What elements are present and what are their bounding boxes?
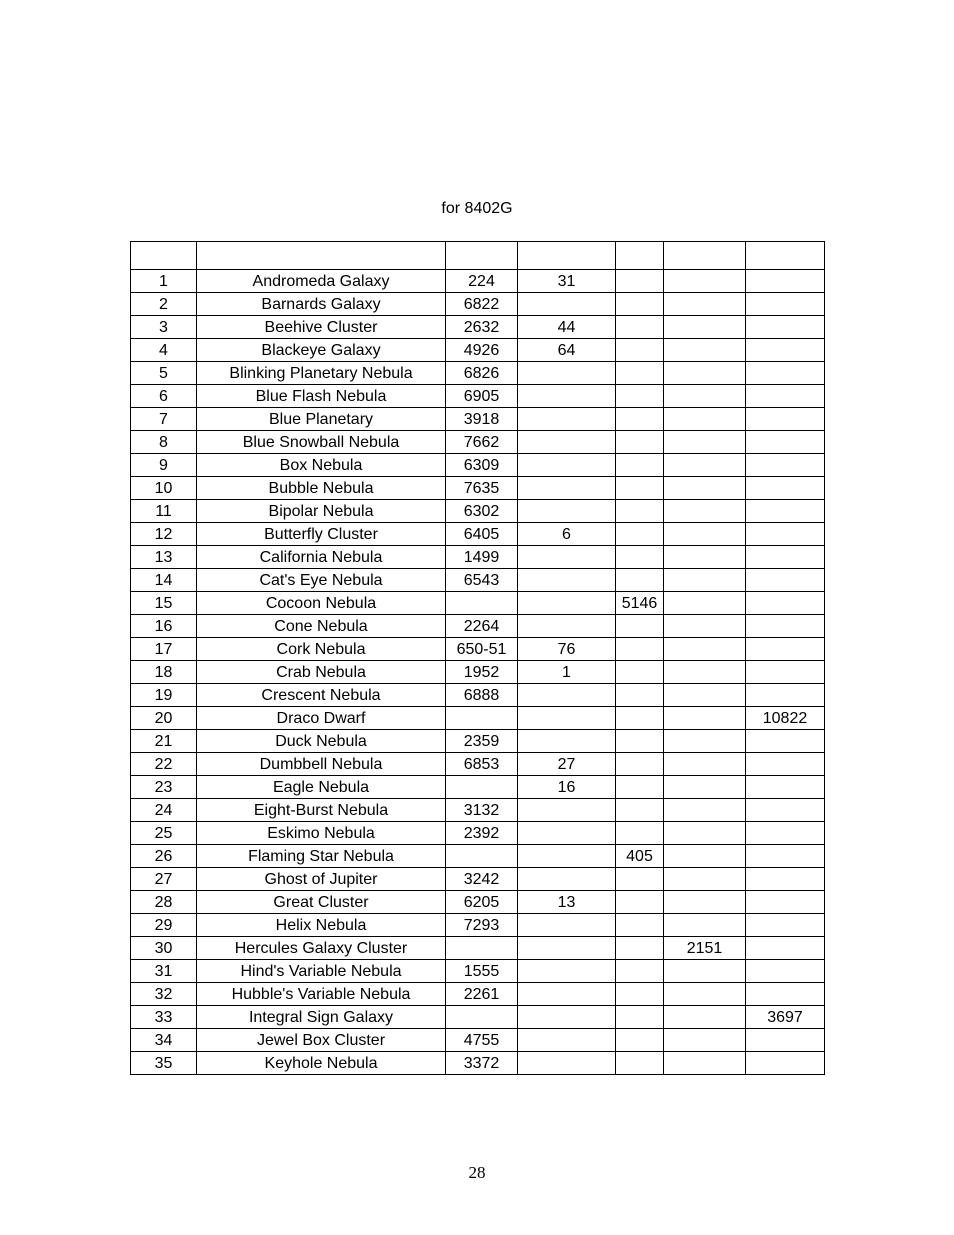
- object-name-cell: Andromeda Galaxy: [197, 270, 446, 293]
- messier-cell: [518, 1029, 616, 1052]
- col-5-cell: [616, 776, 664, 799]
- ngc-cell: 6822: [446, 293, 518, 316]
- col-5-cell: [616, 914, 664, 937]
- ngc-cell: [446, 845, 518, 868]
- messier-cell: [518, 362, 616, 385]
- messier-cell: [518, 1052, 616, 1075]
- header-cell: [131, 242, 197, 270]
- messier-cell: 76: [518, 638, 616, 661]
- table-row: [131, 500, 825, 523]
- row-number-cell: 28: [131, 891, 197, 914]
- col-5-cell: [616, 960, 664, 983]
- col-7-cell: [746, 638, 825, 661]
- col-7-cell: [746, 914, 825, 937]
- object-name-cell: Crab Nebula: [197, 661, 446, 684]
- messier-cell: [518, 408, 616, 431]
- messier-cell: [518, 983, 616, 1006]
- col-7-cell: 10822: [746, 707, 825, 730]
- object-name-cell: Integral Sign Galaxy: [197, 1006, 446, 1029]
- col-6-cell: [664, 293, 746, 316]
- row-number-cell: 20: [131, 707, 197, 730]
- row-number-cell: 34: [131, 1029, 197, 1052]
- row-number-cell: 14: [131, 569, 197, 592]
- col-6-cell: [664, 385, 746, 408]
- header-cell: [446, 242, 518, 270]
- object-name-cell: Cork Nebula: [197, 638, 446, 661]
- ngc-cell: 6826: [446, 362, 518, 385]
- messier-cell: 6: [518, 523, 616, 546]
- col-5-cell: [616, 477, 664, 500]
- col-6-cell: 2151: [664, 937, 746, 960]
- row-number-cell: 10: [131, 477, 197, 500]
- col-6-cell: [664, 891, 746, 914]
- ngc-cell: 3242: [446, 868, 518, 891]
- messier-cell: [518, 960, 616, 983]
- table-row: [131, 730, 825, 753]
- row-number-cell: 21: [131, 730, 197, 753]
- col-5-cell: 405: [616, 845, 664, 868]
- messier-cell: [518, 546, 616, 569]
- object-name-cell: Blue Snowball Nebula: [197, 431, 446, 454]
- row-number-cell: 9: [131, 454, 197, 477]
- col-6-cell: [664, 546, 746, 569]
- col-5-cell: [616, 316, 664, 339]
- messier-cell: 64: [518, 339, 616, 362]
- col-6-cell: [664, 960, 746, 983]
- col-5-cell: [616, 868, 664, 891]
- table-row: [131, 1006, 825, 1029]
- col-7-cell: [746, 753, 825, 776]
- col-5-cell: [616, 799, 664, 822]
- table-row: [131, 270, 825, 293]
- col-5-cell: [616, 638, 664, 661]
- table-row: [131, 753, 825, 776]
- messier-cell: [518, 569, 616, 592]
- ngc-cell: 6302: [446, 500, 518, 523]
- col-7-cell: [746, 1029, 825, 1052]
- table-row: [131, 1029, 825, 1052]
- col-6-cell: [664, 822, 746, 845]
- row-number-cell: 24: [131, 799, 197, 822]
- header-cell: [746, 242, 825, 270]
- ngc-cell: 3132: [446, 799, 518, 822]
- col-6-cell: [664, 845, 746, 868]
- col-7-cell: [746, 293, 825, 316]
- messier-cell: 27: [518, 753, 616, 776]
- object-name-cell: Hubble's Variable Nebula: [197, 983, 446, 1006]
- table-row: [131, 638, 825, 661]
- object-name-cell: Beehive Cluster: [197, 316, 446, 339]
- col-7-cell: [746, 684, 825, 707]
- col-7-cell: [746, 730, 825, 753]
- object-name-cell: Crescent Nebula: [197, 684, 446, 707]
- row-number-cell: 13: [131, 546, 197, 569]
- table-row: [131, 891, 825, 914]
- table-header-row: [131, 242, 825, 270]
- messier-cell: [518, 293, 616, 316]
- messier-cell: [518, 799, 616, 822]
- col-6-cell: [664, 592, 746, 615]
- messier-cell: [518, 592, 616, 615]
- messier-cell: [518, 500, 616, 523]
- row-number-cell: 30: [131, 937, 197, 960]
- col-5-cell: [616, 339, 664, 362]
- object-name-cell: Bubble Nebula: [197, 477, 446, 500]
- table-row: [131, 707, 825, 730]
- col-7-cell: [746, 546, 825, 569]
- ngc-cell: 6905: [446, 385, 518, 408]
- ngc-cell: 1952: [446, 661, 518, 684]
- col-6-cell: [664, 362, 746, 385]
- ngc-cell: 2359: [446, 730, 518, 753]
- ngc-cell: 2264: [446, 615, 518, 638]
- col-5-cell: [616, 431, 664, 454]
- row-number-cell: 23: [131, 776, 197, 799]
- header-cell: [197, 242, 446, 270]
- col-7-cell: [746, 569, 825, 592]
- header-cell: [616, 242, 664, 270]
- object-name-cell: Barnards Galaxy: [197, 293, 446, 316]
- object-name-cell: Cat's Eye Nebula: [197, 569, 446, 592]
- col-7-cell: [746, 891, 825, 914]
- ngc-cell: 2392: [446, 822, 518, 845]
- col-6-cell: [664, 523, 746, 546]
- col-5-cell: [616, 822, 664, 845]
- ngc-cell: [446, 937, 518, 960]
- object-name-cell: Helix Nebula: [197, 914, 446, 937]
- col-6-cell: [664, 1052, 746, 1075]
- col-7-cell: [746, 822, 825, 845]
- row-number-cell: 31: [131, 960, 197, 983]
- row-number-cell: 8: [131, 431, 197, 454]
- col-6-cell: [664, 339, 746, 362]
- col-6-cell: [664, 983, 746, 1006]
- row-number-cell: 15: [131, 592, 197, 615]
- table-row: [131, 960, 825, 983]
- table-row: [131, 776, 825, 799]
- ngc-cell: [446, 707, 518, 730]
- col-6-cell: [664, 776, 746, 799]
- object-name-cell: Duck Nebula: [197, 730, 446, 753]
- ngc-cell: 6543: [446, 569, 518, 592]
- object-name-cell: Blackeye Galaxy: [197, 339, 446, 362]
- table-row: [131, 569, 825, 592]
- object-name-cell: Eskimo Nebula: [197, 822, 446, 845]
- col-5-cell: [616, 1052, 664, 1075]
- ngc-cell: 224: [446, 270, 518, 293]
- col-7-cell: [746, 960, 825, 983]
- table-row: [131, 454, 825, 477]
- messier-cell: [518, 730, 616, 753]
- messier-cell: [518, 615, 616, 638]
- ngc-cell: 6853: [446, 753, 518, 776]
- ngc-cell: 6888: [446, 684, 518, 707]
- ngc-cell: 3918: [446, 408, 518, 431]
- col-5-cell: [616, 1029, 664, 1052]
- row-number-cell: 11: [131, 500, 197, 523]
- table-row: [131, 523, 825, 546]
- col-6-cell: [664, 408, 746, 431]
- col-7-cell: [746, 270, 825, 293]
- col-5-cell: [616, 983, 664, 1006]
- col-6-cell: [664, 316, 746, 339]
- col-5-cell: [616, 615, 664, 638]
- col-6-cell: [664, 753, 746, 776]
- col-7-cell: [746, 477, 825, 500]
- col-5-cell: [616, 546, 664, 569]
- ngc-cell: 6205: [446, 891, 518, 914]
- messier-cell: [518, 1006, 616, 1029]
- col-6-cell: [664, 615, 746, 638]
- row-number-cell: 33: [131, 1006, 197, 1029]
- row-number-cell: 12: [131, 523, 197, 546]
- col-7-cell: [746, 385, 825, 408]
- table-row: [131, 592, 825, 615]
- table-row: [131, 385, 825, 408]
- col-6-cell: [664, 500, 746, 523]
- messier-cell: 13: [518, 891, 616, 914]
- header-cell: [518, 242, 616, 270]
- col-5-cell: [616, 661, 664, 684]
- row-number-cell: 19: [131, 684, 197, 707]
- col-7-cell: [746, 523, 825, 546]
- object-name-cell: Keyhole Nebula: [197, 1052, 446, 1075]
- col-5-cell: [616, 408, 664, 431]
- col-6-cell: [664, 799, 746, 822]
- table-body: [131, 242, 825, 1075]
- col-7-cell: [746, 799, 825, 822]
- ngc-cell: 4755: [446, 1029, 518, 1052]
- table-row: [131, 937, 825, 960]
- col-5-cell: [616, 891, 664, 914]
- object-name-cell: Jewel Box Cluster: [197, 1029, 446, 1052]
- col-6-cell: [664, 914, 746, 937]
- object-name-cell: Blinking Planetary Nebula: [197, 362, 446, 385]
- object-name-cell: Cocoon Nebula: [197, 592, 446, 615]
- table-row: [131, 983, 825, 1006]
- page-heading: for 8402G: [441, 200, 513, 217]
- col-6-cell: [664, 431, 746, 454]
- row-number-cell: 22: [131, 753, 197, 776]
- col-5-cell: [616, 937, 664, 960]
- messier-cell: [518, 477, 616, 500]
- col-6-cell: [664, 1006, 746, 1029]
- col-6-cell: [664, 270, 746, 293]
- messier-cell: 31: [518, 270, 616, 293]
- col-7-cell: [746, 592, 825, 615]
- col-7-cell: [746, 1052, 825, 1075]
- col-5-cell: [616, 454, 664, 477]
- col-5-cell: [616, 730, 664, 753]
- table-row: [131, 431, 825, 454]
- messier-cell: [518, 845, 616, 868]
- row-number-cell: 26: [131, 845, 197, 868]
- row-number-cell: 2: [131, 293, 197, 316]
- col-7-cell: [746, 776, 825, 799]
- col-6-cell: [664, 454, 746, 477]
- object-name-cell: Blue Planetary: [197, 408, 446, 431]
- table-row: [131, 661, 825, 684]
- messier-cell: [518, 454, 616, 477]
- object-name-cell: Cone Nebula: [197, 615, 446, 638]
- col-7-cell: [746, 316, 825, 339]
- messier-cell: 44: [518, 316, 616, 339]
- col-7-cell: [746, 845, 825, 868]
- row-number-cell: 32: [131, 983, 197, 1006]
- col-7-cell: [746, 431, 825, 454]
- object-name-cell: Great Cluster: [197, 891, 446, 914]
- object-name-cell: Ghost of Jupiter: [197, 868, 446, 891]
- table-row: [131, 477, 825, 500]
- col-5-cell: 5146: [616, 592, 664, 615]
- object-name-cell: Butterfly Cluster: [197, 523, 446, 546]
- table-row: [131, 845, 825, 868]
- messier-cell: 1: [518, 661, 616, 684]
- object-name-cell: Eagle Nebula: [197, 776, 446, 799]
- col-7-cell: [746, 983, 825, 1006]
- messier-cell: 16: [518, 776, 616, 799]
- col-7-cell: [746, 661, 825, 684]
- col-6-cell: [664, 707, 746, 730]
- col-5-cell: [616, 270, 664, 293]
- row-number-cell: 27: [131, 868, 197, 891]
- row-number-cell: 25: [131, 822, 197, 845]
- row-number-cell: 18: [131, 661, 197, 684]
- col-5-cell: [616, 293, 664, 316]
- table-row: [131, 546, 825, 569]
- object-name-cell: Box Nebula: [197, 454, 446, 477]
- row-number-cell: 3: [131, 316, 197, 339]
- ngc-cell: 3372: [446, 1052, 518, 1075]
- messier-cell: [518, 914, 616, 937]
- col-5-cell: [616, 523, 664, 546]
- object-catalog-table: [130, 241, 825, 1075]
- object-name-cell: Dumbbell Nebula: [197, 753, 446, 776]
- ngc-cell: 6309: [446, 454, 518, 477]
- table-row: [131, 799, 825, 822]
- messier-cell: [518, 822, 616, 845]
- table-row: [131, 293, 825, 316]
- table-row: [131, 339, 825, 362]
- messier-cell: [518, 707, 616, 730]
- table-row: [131, 408, 825, 431]
- row-number-cell: 6: [131, 385, 197, 408]
- table-row: [131, 615, 825, 638]
- col-5-cell: [616, 707, 664, 730]
- ngc-cell: 6405: [446, 523, 518, 546]
- col-5-cell: [616, 569, 664, 592]
- object-name-cell: California Nebula: [197, 546, 446, 569]
- row-number-cell: 17: [131, 638, 197, 661]
- ngc-cell: 1499: [446, 546, 518, 569]
- col-7-cell: 3697: [746, 1006, 825, 1029]
- col-5-cell: [616, 500, 664, 523]
- col-5-cell: [616, 753, 664, 776]
- table-row: [131, 362, 825, 385]
- row-number-cell: 7: [131, 408, 197, 431]
- col-6-cell: [664, 638, 746, 661]
- col-6-cell: [664, 477, 746, 500]
- col-6-cell: [664, 1029, 746, 1052]
- row-number-cell: 16: [131, 615, 197, 638]
- table-row: [131, 822, 825, 845]
- row-number-cell: 4: [131, 339, 197, 362]
- object-name-cell: Bipolar Nebula: [197, 500, 446, 523]
- messier-cell: [518, 385, 616, 408]
- table-row: [131, 914, 825, 937]
- col-6-cell: [664, 684, 746, 707]
- ngc-cell: 4926: [446, 339, 518, 362]
- row-number-cell: 1: [131, 270, 197, 293]
- col-7-cell: [746, 937, 825, 960]
- row-number-cell: 5: [131, 362, 197, 385]
- ngc-cell: 650-51: [446, 638, 518, 661]
- col-5-cell: [616, 1006, 664, 1029]
- col-5-cell: [616, 684, 664, 707]
- ngc-cell: 2632: [446, 316, 518, 339]
- col-7-cell: [746, 500, 825, 523]
- object-name-cell: Flaming Star Nebula: [197, 845, 446, 868]
- col-7-cell: [746, 615, 825, 638]
- messier-cell: [518, 937, 616, 960]
- object-name-cell: Blue Flash Nebula: [197, 385, 446, 408]
- table-row: [131, 1052, 825, 1075]
- ngc-cell: [446, 776, 518, 799]
- col-7-cell: [746, 868, 825, 891]
- ngc-cell: 7635: [446, 477, 518, 500]
- object-name-cell: Hind's Variable Nebula: [197, 960, 446, 983]
- col-7-cell: [746, 362, 825, 385]
- col-5-cell: [616, 385, 664, 408]
- ngc-cell: [446, 592, 518, 615]
- col-7-cell: [746, 339, 825, 362]
- messier-cell: [518, 868, 616, 891]
- page-number: 28: [468, 1163, 486, 1182]
- object-name-cell: Eight-Burst Nebula: [197, 799, 446, 822]
- header-cell: [664, 242, 746, 270]
- table-row: [131, 684, 825, 707]
- object-name-cell: Hercules Galaxy Cluster: [197, 937, 446, 960]
- ngc-cell: 2261: [446, 983, 518, 1006]
- col-6-cell: [664, 569, 746, 592]
- row-number-cell: 29: [131, 914, 197, 937]
- col-6-cell: [664, 661, 746, 684]
- messier-cell: [518, 684, 616, 707]
- messier-cell: [518, 431, 616, 454]
- table-row: [131, 316, 825, 339]
- ngc-cell: 7662: [446, 431, 518, 454]
- table-row: [131, 868, 825, 891]
- ngc-cell: 7293: [446, 914, 518, 937]
- col-7-cell: [746, 408, 825, 431]
- object-name-cell: Draco Dwarf: [197, 707, 446, 730]
- ngc-cell: 1555: [446, 960, 518, 983]
- ngc-cell: [446, 1006, 518, 1029]
- col-5-cell: [616, 362, 664, 385]
- col-6-cell: [664, 868, 746, 891]
- col-6-cell: [664, 730, 746, 753]
- row-number-cell: 35: [131, 1052, 197, 1075]
- col-7-cell: [746, 454, 825, 477]
